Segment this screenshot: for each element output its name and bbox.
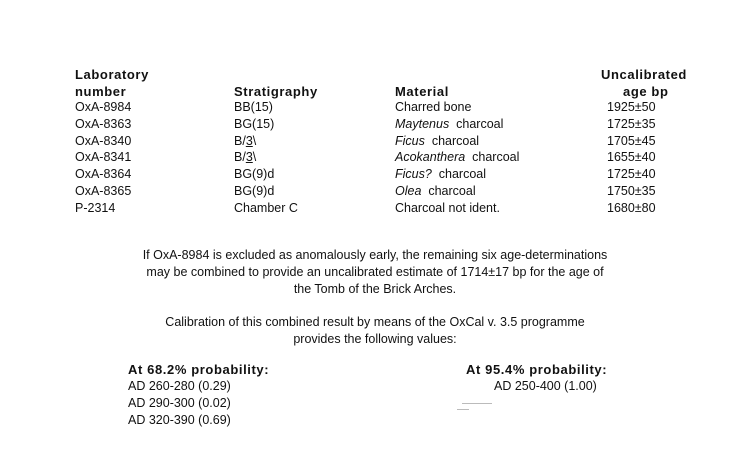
row-stratigraphy — [234, 167, 274, 181]
stratigraphy-underlined: 3 — [245, 150, 253, 165]
row-lab-number: OxA-8363 — [75, 116, 132, 131]
material-text: charcoal — [428, 184, 476, 198]
row-stratigraphy — [234, 150, 256, 164]
stratigraphy-text: BB(15) — [234, 100, 273, 114]
paragraph-exclusion-line1: If OxA-8984 is excluded as anomalously early, the remaining six age-determinations — [142, 248, 608, 262]
row-age: 1925±50 — [607, 100, 656, 114]
paragraph-calibration-line2: provides the following values: — [293, 332, 457, 346]
paragraph-exclusion-line2: may be combined to provide an uncalibrated estimate of 1714±17 bp for the age of — [146, 265, 604, 279]
row-age: 1725±35 — [607, 116, 656, 131]
stratigraphy-text: Chamber C — [234, 200, 298, 215]
material-text: charcoal — [472, 150, 520, 165]
header-stratigraphy: Stratigraphy — [234, 84, 318, 99]
row-material — [395, 117, 503, 131]
material-taxon: Ficus? — [395, 167, 432, 182]
stratigraphy-text: BG(9)d — [234, 184, 275, 198]
paragraph-calibration-line1: Calibration of this combined result by means of the OxCal v. 3.5 programme — [165, 315, 585, 329]
prob95-heading: At 95.4% probability: — [466, 362, 608, 377]
row-material — [395, 184, 476, 198]
header-material: Material — [395, 84, 449, 99]
header-lab-line2: number — [75, 84, 127, 99]
material-taxon: Ficus — [395, 133, 425, 148]
header-lab-line1: Laboratory — [75, 67, 149, 82]
scan-speck — [462, 403, 492, 404]
stratigraphy-suffix: \ — [252, 133, 257, 148]
material-taxon: Acokanthera — [395, 150, 466, 165]
row-stratigraphy — [234, 184, 274, 198]
material-taxon: Olea — [395, 184, 422, 198]
row-stratigraphy — [234, 117, 274, 131]
row-age: 1680±80 — [607, 200, 656, 215]
row-lab-number: OxA-8365 — [75, 184, 132, 198]
row-stratigraphy — [234, 201, 298, 215]
prob95-range: AD 250-400 (1.00) — [494, 379, 597, 393]
row-lab-number: OxA-8984 — [75, 100, 132, 114]
row-lab-number: OxA-8364 — [75, 167, 132, 182]
row-material — [395, 167, 486, 181]
row-age: 1725±40 — [607, 167, 656, 182]
row-lab-number: OxA-8340 — [75, 133, 132, 148]
row-material — [395, 150, 519, 164]
prob68-range: AD 320-390 (0.69) — [128, 413, 231, 427]
prob68-range: AD 290-300 (0.02) — [128, 396, 231, 410]
row-material — [395, 100, 471, 114]
material-taxon: Maytenus — [395, 116, 450, 131]
prob68-range: AD 260-280 (0.29) — [128, 379, 231, 393]
row-material — [395, 134, 479, 148]
material-text: charcoal — [438, 167, 487, 182]
prob68-heading: At 68.2% probability: — [128, 362, 270, 377]
row-stratigraphy — [234, 134, 256, 148]
row-age: 1750±35 — [607, 184, 656, 198]
row-material — [395, 201, 500, 215]
row-stratigraphy — [234, 100, 273, 114]
scan-speck — [457, 409, 469, 410]
stratigraphy-suffix: \ — [252, 150, 257, 165]
material-text: charcoal — [456, 116, 504, 131]
header-age-line1: Uncalibrated — [601, 67, 687, 82]
paragraph-exclusion — [0, 247, 750, 298]
stratigraphy-text: B/ — [234, 133, 246, 148]
paragraph-exclusion-line3: the Tomb of the Brick Arches. — [293, 282, 457, 296]
row-age: 1655±40 — [607, 150, 656, 165]
header-age-line2: age bp — [623, 84, 669, 99]
stratigraphy-text: BG(9)d — [234, 167, 275, 182]
material-text: charcoal — [431, 133, 480, 148]
material-text: Charcoal not ident. — [395, 200, 500, 215]
stratigraphy-text: B/ — [234, 150, 246, 165]
row-lab-number: OxA-8341 — [75, 150, 132, 165]
material-text: Charred bone — [395, 100, 472, 114]
paragraph-calibration — [0, 314, 750, 348]
row-age: 1705±45 — [607, 133, 656, 148]
stratigraphy-text: BG(15) — [234, 116, 275, 131]
stratigraphy-underlined: 3 — [245, 133, 253, 148]
row-lab-number: P-2314 — [75, 200, 116, 215]
